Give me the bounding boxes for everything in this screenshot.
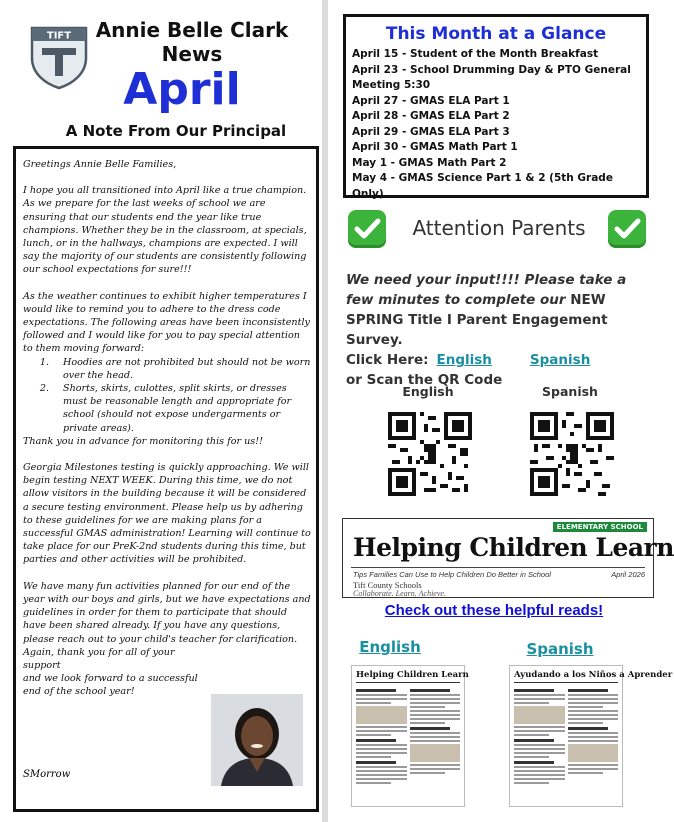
newsletter-thumbnail-spanish[interactable] <box>510 666 673 806</box>
newsletter-link-english[interactable]: English <box>359 638 421 656</box>
survey-request <box>346 270 646 390</box>
letter-text <box>23 158 311 699</box>
banner-title: Helping Children Learn <box>353 533 674 562</box>
letter-paragraph-2: As the weather continues to exhibit higher temperatures I would like to remind you to adhere to the dress code expectations. The following areas have been inconsistently followed and I would like for you to pay special attention to them moving forward: <box>23 290 310 355</box>
event-item: April 27 - GMAS ELA Part 1 <box>352 94 510 107</box>
logo-text: TIFT <box>46 30 72 42</box>
qr-label-english: English <box>402 384 454 399</box>
banner-tagline: Collaborate. Learn. Achieve. <box>353 589 446 598</box>
event-item: April 23 - School Drumming Day & PTO General Meeting 5:30 <box>352 63 631 91</box>
thumbnail-title: Ayudando a los Niños a Aprender <box>514 670 618 683</box>
principal-signature: SMorrow <box>23 769 71 780</box>
event-item: April 29 - GMAS ELA Part 3 <box>352 125 510 138</box>
principal-letter-box <box>13 146 319 812</box>
letter-paragraph-4: We have many fun activities planned for our end of the year with our boys and girls, but we have expectations and guidelines in order for them to participate that should have been shared already. If you have any questions, please reach out to your child's teacher for clarification. <box>23 580 311 645</box>
list-item <box>23 382 311 435</box>
event-item: April 30 - GMAS Math Part 1 <box>352 141 518 153</box>
checkmark-icon <box>348 210 386 248</box>
tift-shield-logo <box>28 24 90 90</box>
letter-greeting: Greetings Annie Belle Families, <box>23 159 177 170</box>
attention-parents-title: Attention Parents <box>412 216 586 240</box>
qr-code-spanish[interactable] <box>530 412 614 496</box>
list-item-number: 2. <box>39 383 49 395</box>
newsletter-thumbnail-english[interactable] <box>352 666 469 806</box>
event-item: April 28 - GMAS ELA Part 2 <box>352 110 510 122</box>
principal-note-heading: A Note From Our Principal <box>65 122 287 140</box>
column-divider <box>322 0 328 822</box>
list-item-number: 1. <box>39 356 49 368</box>
principal-photo <box>211 694 303 786</box>
click-here-label: Click Here: <box>346 352 429 368</box>
scan-qr-text: or Scan the QR Code <box>346 372 503 388</box>
letter-thanks: Thank you in advance for monitoring this for us!! <box>23 435 263 447</box>
survey-link-spanish[interactable]: Spanish <box>529 352 591 368</box>
list-item-text: Shorts, skirts, culottes, split skirts, or dresses must be reasonable length and appropriate for school (should not expose undergarments or private areas). <box>63 383 292 434</box>
letter-paragraph-1: I hope you all transitioned into April like a true champion. As we prepare for the last weeks of school we are ensuring that our students end the year like true champions. Whether they be in the classroom, at specials, lunch, or in the hallways, champions are expected. I will say the majority of our students are consistently following our school expectations for sure!!! <box>23 185 307 276</box>
helping-children-learn-banner[interactable] <box>342 518 674 598</box>
month-at-a-glance-box <box>343 14 649 198</box>
thumbnail-title: Helping Children Learn <box>356 670 460 683</box>
letter-paragraph-3: Georgia Milestones testing is quickly approaching. We will begin testing NEXT WEEK. During this time, we do not allow visitors in the building because it will be considered a secure testing environment. Please help us by adhering to these guidelines for we are making plans for a successful GMAS administration! Learning will continue to take place for our PreK-2nd students during this time, but parties and other activities will be prohibited. <box>23 462 311 566</box>
qr-code-english[interactable] <box>388 412 472 496</box>
letter-closing-2: and we look forward to a successful <box>23 673 198 685</box>
letter-closing-1: Again, thank you for all of your support <box>23 646 175 671</box>
banner-date: April 2026 <box>611 570 645 579</box>
dress-code-list <box>23 356 311 435</box>
survey-intro-text: We need your input!!!! Please take a few minutes to complete our <box>346 272 627 308</box>
list-item <box>23 356 311 382</box>
school-name-title: Annie Belle Clark News <box>95 18 289 66</box>
qr-label-spanish: Spanish <box>542 384 598 399</box>
event-item: April 15 - Student of the Month Breakfast <box>352 48 599 60</box>
newsletter-link-spanish[interactable]: Spanish <box>526 640 594 658</box>
elementary-school-badge: ELEMENTARY SCHOOL <box>553 522 647 532</box>
survey-name: NEW SPRING Title I Parent Engagement Survey. <box>346 292 608 348</box>
banner-subtitle: Tips Families Can Use to Help Children Do Better in School <box>353 570 551 579</box>
survey-link-english[interactable]: English <box>436 352 492 368</box>
list-item-text: Hoodies are not prohibited but should not be worn over the head. <box>63 356 311 381</box>
event-item: May 1 - GMAS Math Part 2 <box>352 156 507 169</box>
event-item: May 4 - GMAS Science Part 1 & 2 (5th Grade Only) <box>352 172 613 200</box>
letter-closing-3: end of the school year! <box>23 686 135 698</box>
banner-rule <box>351 567 645 568</box>
checkmark-icon <box>608 210 646 248</box>
glance-title: This Month at a Glance <box>385 24 607 44</box>
banner-district: Tift County Schools <box>353 580 422 590</box>
month-title: April <box>123 64 241 115</box>
helpful-reads-link[interactable]: Check out these helpful reads! <box>384 602 604 619</box>
